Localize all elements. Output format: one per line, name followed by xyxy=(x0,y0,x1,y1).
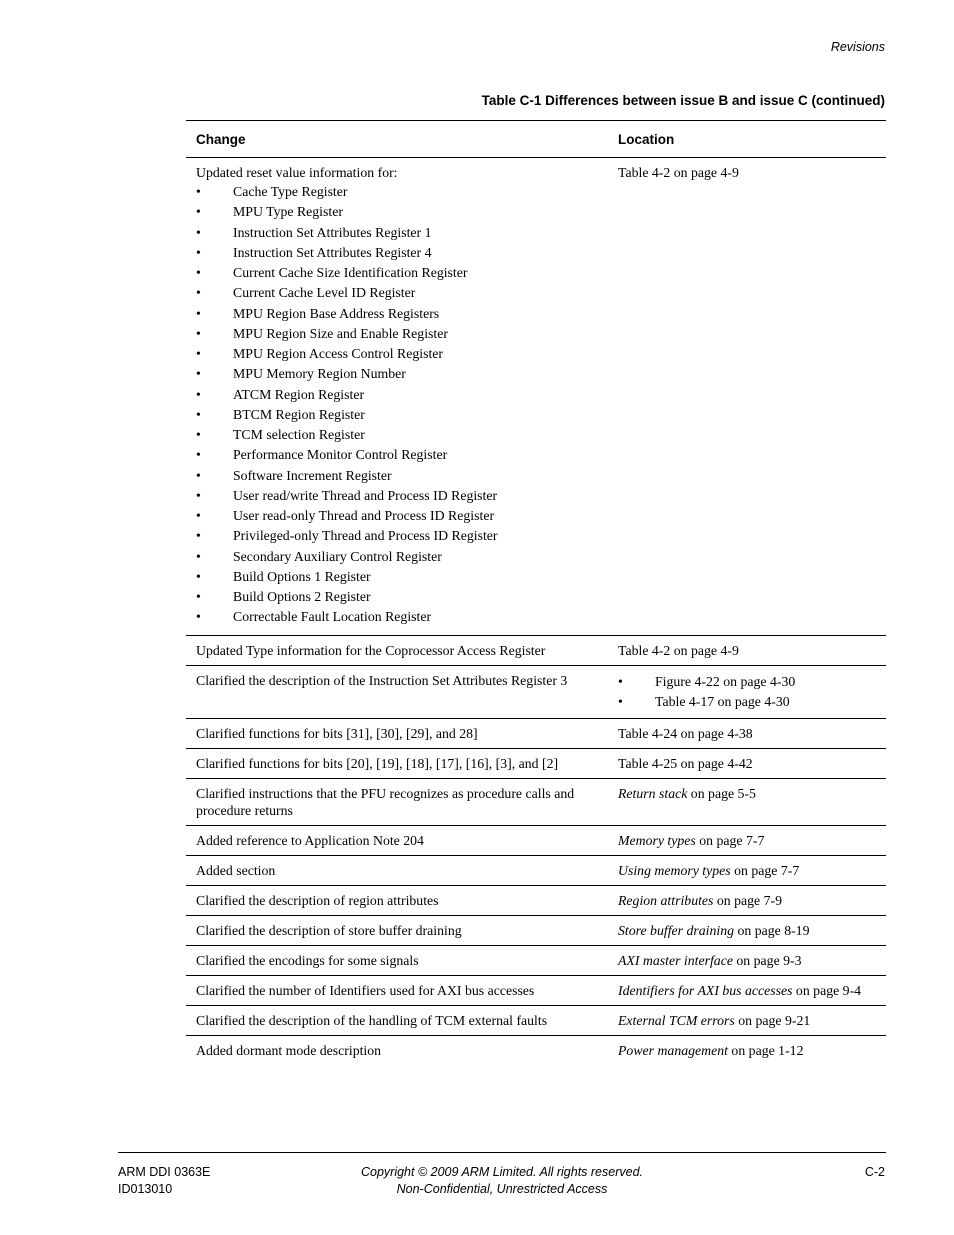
bullet-icon: • xyxy=(196,589,201,604)
bullet-icon: • xyxy=(196,204,201,220)
change-cell: Added reference to Application Note 204 xyxy=(186,825,608,855)
list-item: • BTCM Region Register xyxy=(196,405,598,425)
running-head: Revisions xyxy=(830,40,885,54)
footer-doc-info xyxy=(118,1164,210,1198)
location-cell: AXI master interface on page 9-3 xyxy=(608,945,886,975)
location-cell: Table 4-2 on page 4-9 xyxy=(608,158,886,636)
list-item: • Build Options 2 Register xyxy=(196,587,598,607)
list-item: • User read-only Thread and Process ID Register xyxy=(196,506,598,526)
change-cell xyxy=(186,158,608,636)
list-item: • MPU Region Base Address Registers xyxy=(196,304,598,324)
change-cell: Clarified instructions that the PFU recognizes as procedure calls and procedure returns xyxy=(186,778,608,825)
location-cell: Region attributes on page 7-9 xyxy=(608,885,886,915)
list-item: • Privileged-only Thread and Process ID Register xyxy=(196,526,598,546)
change-cell: Clarified the description of region attributes xyxy=(186,885,608,915)
bullet-icon: • xyxy=(196,285,201,301)
change-cell: Clarified the description of store buffer draining xyxy=(186,915,608,945)
bullet-icon: • xyxy=(196,528,201,544)
list-item: • Secondary Auxiliary Control Register xyxy=(196,547,598,567)
change-cell: Updated Type information for the Coprocessor Access Register xyxy=(186,635,608,665)
location-cell: Identifiers for AXI bus accesses on page 9-4 xyxy=(608,975,886,1005)
register-list xyxy=(196,182,598,628)
location-link: Return stack xyxy=(618,785,688,801)
table-row xyxy=(186,718,886,748)
location-link: Region attributes xyxy=(618,892,714,908)
location-cell: Using memory types on page 7-7 xyxy=(608,855,886,885)
access-notice: Non-Confidential, Unrestricted Access xyxy=(396,1182,608,1196)
location-cell: Table 4-25 on page 4-42 xyxy=(608,748,886,778)
list-item: • MPU Region Size and Enable Register xyxy=(196,324,598,344)
list-item: • Performance Monitor Control Register xyxy=(196,445,598,465)
change-cell: Clarified functions for bits [20], [19], [18], [17], [16], [3], and [2] xyxy=(186,748,608,778)
table-row xyxy=(186,665,886,718)
bullet-icon: • xyxy=(196,508,201,523)
table-row xyxy=(186,1035,886,1065)
location-cell: Return stack on page 5-5 xyxy=(608,778,886,825)
list-item: • ATCM Region Register xyxy=(196,385,598,405)
bullet-icon: • xyxy=(196,184,201,199)
page-number: C-2 xyxy=(864,1165,885,1179)
footer-legal xyxy=(302,1164,702,1198)
location-cell: Table 4-24 on page 4-38 xyxy=(608,718,886,748)
list-item: • Current Cache Size Identification Register xyxy=(196,263,598,283)
location-link: External TCM errors xyxy=(618,1012,735,1028)
differences-table xyxy=(186,120,886,1065)
location-link: Store buffer draining xyxy=(618,922,734,938)
location-cell xyxy=(608,665,886,718)
location-link: Power management xyxy=(618,1042,728,1058)
location-list xyxy=(618,672,876,712)
change-cell: Clarified functions for bits [31], [30], [29], and 28] xyxy=(186,718,608,748)
list-item: • Instruction Set Attributes Register 1 xyxy=(196,223,598,243)
table-row xyxy=(186,778,886,825)
location-cell: Table 4-2 on page 4-9 xyxy=(608,635,886,665)
table-row xyxy=(186,748,886,778)
bullet-icon: • xyxy=(196,467,201,483)
location-link: Identifiers for AXI bus accesses xyxy=(618,982,793,998)
bullet-icon: • xyxy=(196,548,201,564)
list-item: • Table 4-17 on page 4-30 xyxy=(618,692,876,712)
column-header-change: Change xyxy=(186,121,608,158)
doc-number: ARM DDI 0363E xyxy=(118,1165,211,1179)
change-cell: Clarified the encodings for some signals xyxy=(186,945,608,975)
list-item: • Software Increment Register xyxy=(196,466,598,486)
location-link: Memory types xyxy=(618,832,696,848)
list-item: • Current Cache Level ID Register xyxy=(196,283,598,303)
bullet-icon: • xyxy=(196,427,201,442)
bullet-icon: • xyxy=(196,366,201,382)
list-item: • Cache Type Register xyxy=(196,182,598,202)
change-cell: Clarified the number of Identifiers used for AXI bus accesses xyxy=(186,975,608,1005)
location-link: Using memory types xyxy=(618,862,731,878)
bullet-icon: • xyxy=(196,487,201,503)
location-cell: Memory types on page 7-7 xyxy=(608,825,886,855)
location-link: AXI master interface xyxy=(618,952,733,968)
bullet-icon: • xyxy=(196,568,201,584)
bullet-icon: • xyxy=(196,224,201,240)
location-cell: External TCM errors on page 9-21 xyxy=(608,1005,886,1035)
table-row xyxy=(186,855,886,885)
table-row xyxy=(186,1005,886,1035)
location-cell: Power management on page 1-12 xyxy=(618,1042,804,1058)
change-lead: Updated reset value information for: xyxy=(196,165,398,180)
location-cell: Store buffer draining on page 8-19 xyxy=(608,915,886,945)
bullet-icon: • xyxy=(196,406,201,422)
table-row xyxy=(186,825,886,855)
bullet-icon: • xyxy=(196,305,201,321)
bullet-icon: • xyxy=(618,673,623,689)
bullet-icon: • xyxy=(196,244,201,260)
bullet-icon: • xyxy=(196,325,201,341)
doc-id: ID013010 xyxy=(118,1182,173,1196)
list-item: • Correctable Fault Location Register xyxy=(196,607,598,627)
change-cell: Clarified the description of the Instruction Set Attributes Register 3 xyxy=(186,665,608,718)
bullet-icon: • xyxy=(196,265,201,280)
table-caption: Table C-1 Differences between issue B and issue C (continued) xyxy=(481,93,885,108)
change-cell: Added section xyxy=(186,855,608,885)
list-item: • MPU Type Register xyxy=(196,202,598,222)
list-item: • Instruction Set Attributes Register 4 xyxy=(196,243,598,263)
table-row xyxy=(186,885,886,915)
list-item: • Figure 4-22 on page 4-30 xyxy=(618,672,876,692)
change-cell: Added dormant mode description xyxy=(196,1042,382,1058)
column-header-location: Location xyxy=(608,121,886,158)
footer-divider xyxy=(118,1152,886,1153)
table-row xyxy=(186,635,886,665)
table-row xyxy=(186,975,886,1005)
list-item: • TCM selection Register xyxy=(196,425,598,445)
change-cell: Clarified the description of the handling of TCM external faults xyxy=(186,1005,608,1035)
list-item: • User read/write Thread and Process ID Register xyxy=(196,486,598,506)
bullet-icon: • xyxy=(196,346,201,361)
copyright-notice: Copyright © 2009 ARM Limited. All rights reserved. xyxy=(360,1165,643,1179)
list-item: • Build Options 1 Register xyxy=(196,567,598,587)
table-row xyxy=(186,915,886,945)
bullet-icon: • xyxy=(196,609,201,625)
table-row xyxy=(186,945,886,975)
list-item: • MPU Region Access Control Register xyxy=(196,344,598,364)
table-header-row xyxy=(186,121,886,158)
list-item: • MPU Memory Region Number xyxy=(196,364,598,384)
bullet-icon: • xyxy=(618,693,623,709)
table-row xyxy=(186,158,886,636)
bullet-icon: • xyxy=(196,386,201,402)
bullet-icon: • xyxy=(196,447,201,463)
